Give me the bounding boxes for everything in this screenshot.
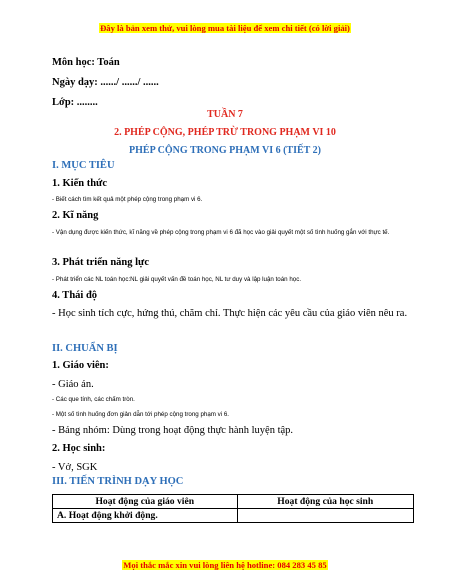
skills-title: 2. Kĩ năng: [52, 210, 99, 221]
competence-text: - Phát triển các NL toán học:NL giải quyết vấn đề toán học, NL tư duy và lập luận toán học.: [52, 276, 302, 283]
preparation-heading: II. CHUẨN BỊ: [52, 343, 118, 354]
student-activity-header: Hoạt động của học sinh: [237, 495, 413, 509]
teacher-item: - Giáo án.: [52, 379, 94, 390]
attitude-title: 4. Thái độ: [52, 290, 98, 301]
knowledge-title: 1. Kiến thức: [52, 178, 108, 189]
objectives-heading: I. MỤC TIÊU: [52, 160, 115, 171]
table-row: [53, 509, 414, 523]
student-activity-cell: [237, 509, 413, 523]
student-item: - Vở, SGK: [52, 462, 98, 473]
knowledge-text: - Biết cách tìm kết quả một phép cộng trong phạm vi 6.: [52, 196, 203, 203]
preview-banner: [0, 23, 450, 33]
teacher-activity-header: Hoạt động của giáo viên: [53, 495, 238, 509]
lesson-title: PHÉP CỘNG TRONG PHẠM VI 6 (TIẾT 2): [129, 145, 321, 156]
teacher-activity-cell: A. Hoạt động khởi động.: [53, 509, 238, 523]
teacher-item: - Một số tình huống đơn giản dẫn tới phép cộng trong phạm vi 6.: [52, 411, 230, 418]
competence-title: 3. Phát triển năng lực: [52, 257, 150, 268]
table-header-row: [53, 495, 414, 509]
hotline-banner: [0, 560, 450, 570]
preview-banner-text: Đây là bản xem thử, vui lòng mua tài liệu để xem chi tiết (có lời giải): [100, 23, 350, 33]
skills-text: - Vận dụng được kiến thức, kĩ năng về phép cộng trong phạm vi 6 đã học vào giải quyết một số tình huống gắn với thực tế.: [52, 229, 390, 236]
subject-line: Môn học: Toán: [52, 57, 120, 68]
teacher-item: - Các que tính, các chấm tròn.: [52, 396, 135, 403]
class-line: Lớp: ........: [52, 97, 98, 108]
teacher-title: 1. Giáo viên:: [52, 360, 109, 371]
teacher-item: - Bảng nhóm: Dùng trong hoạt động thực hành luyện tập.: [52, 425, 294, 436]
lesson-plan-table: [52, 494, 414, 523]
attitude-text: - Học sinh tích cực, hứng thú, chăm chỉ. Thực hiện các yêu cầu của giáo viên nêu ra.: [52, 308, 408, 319]
chapter-title: 2. PHÉP CỘNG, PHÉP TRỪ TRONG PHẠM VI 10: [114, 127, 336, 138]
week-title: TUẦN 7: [207, 109, 243, 120]
date-line: Ngày dạy: ....../ ....../ ......: [52, 77, 159, 88]
hotline-banner-text: Mọi thắc mắc xin vui lòng liên hệ hotline: 084 283 45 85: [123, 560, 327, 570]
process-heading: III. TIẾN TRÌNH DẠY HỌC: [52, 476, 184, 487]
student-title: 2. Học sinh:: [52, 443, 106, 454]
